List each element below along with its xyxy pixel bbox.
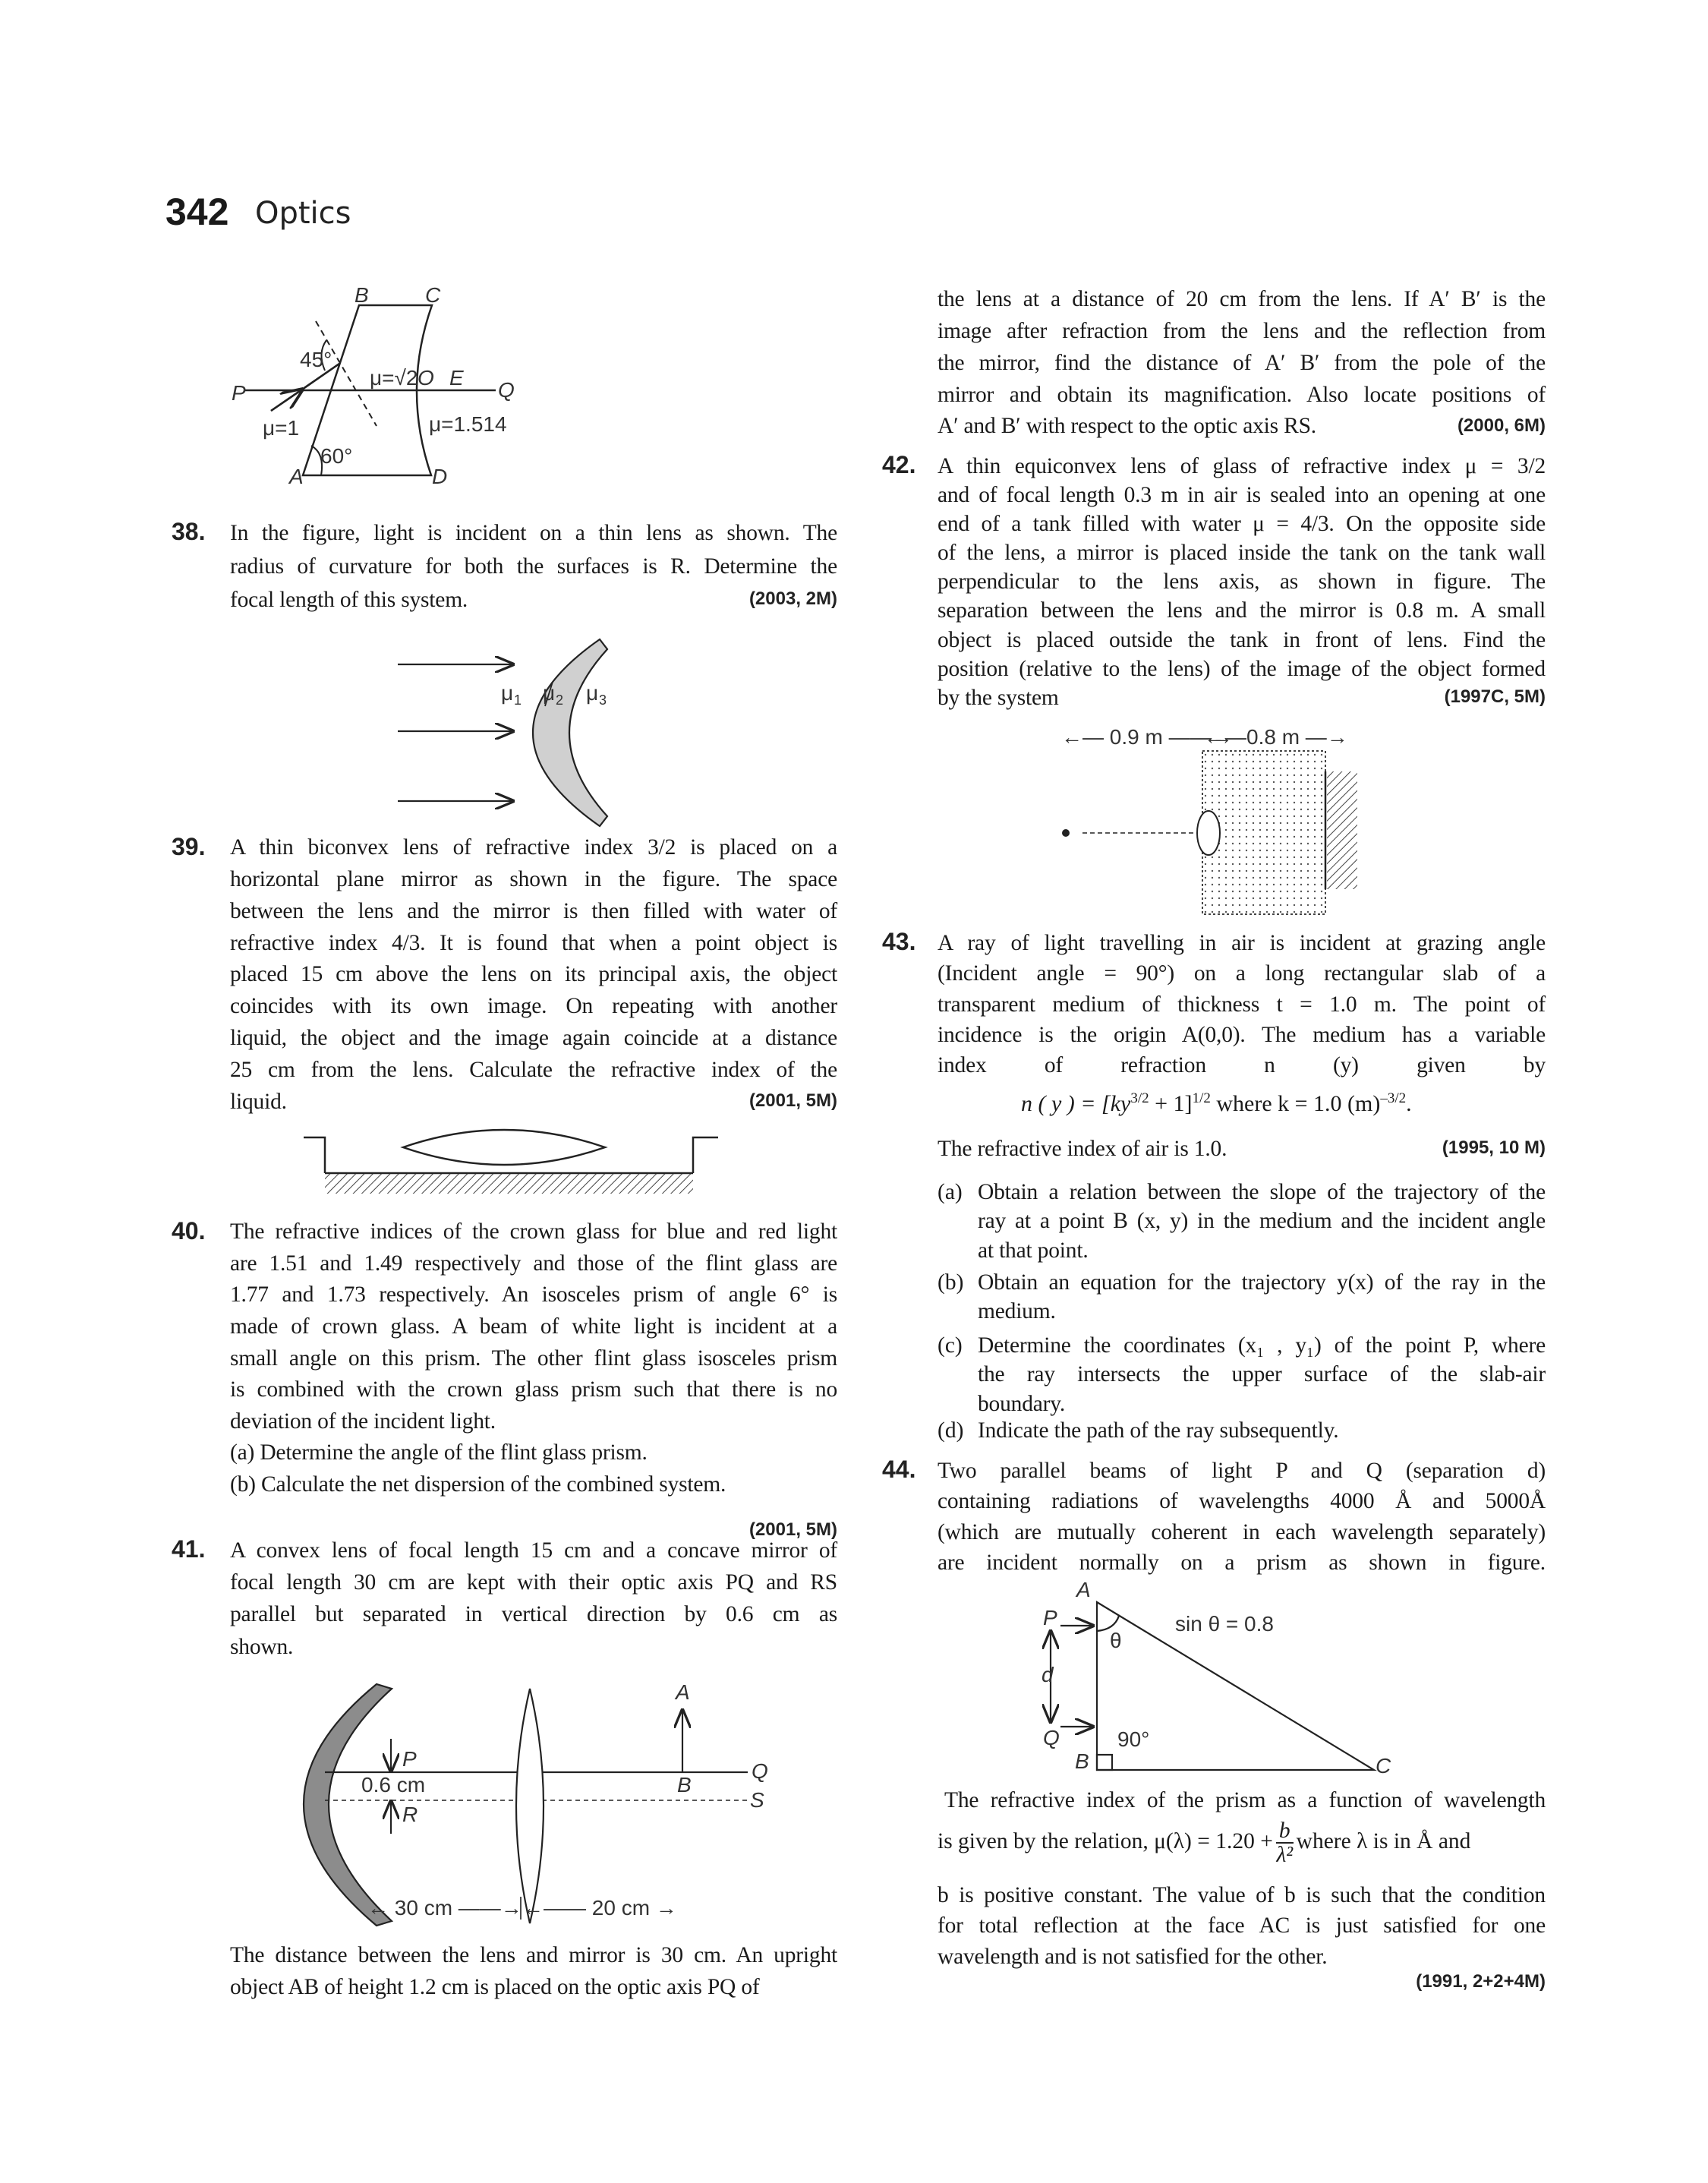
label-theta: θ (1110, 1629, 1122, 1652)
text-line: liquid. (230, 1089, 287, 1114)
part-label: (c) (938, 1333, 963, 1358)
lens-mirror-labels (361, 1680, 768, 1920)
object-point (1063, 830, 1069, 836)
text-line: and of focal length 0.3 m in air is sealed into an opening at one (938, 483, 1546, 508)
label-sin-theta: sin θ = 0.8 (1175, 1612, 1274, 1636)
text-line: between the lens and the mirror is then filled with water of (230, 898, 837, 923)
formula-part: where k = 1.0 (m) (1210, 1091, 1381, 1116)
text-line: object AB of height 1.2 cm is placed on the optic axis PQ of (230, 1975, 760, 2000)
label-mu1: μ (501, 681, 514, 705)
label-a: A (289, 465, 304, 488)
label-b: B (1075, 1749, 1089, 1773)
text-line: radius of curvature for both the surfaces is R. Determine the (230, 554, 837, 579)
formula-pre: is given by the relation, μ(λ) = 1.20 + (938, 1828, 1273, 1853)
tank-figure (1063, 751, 1357, 914)
prism-lens-figure (245, 305, 496, 475)
label-90: 90° (1117, 1727, 1150, 1751)
text-line: A thin biconvex lens of refractive index 3/2 is placed on a (230, 835, 837, 860)
formula-exponent: –3/2 (1380, 1090, 1407, 1106)
label-mu2-sub: 2 (556, 692, 564, 708)
text-line: (Incident angle = 90°) on a long rectangular slab of a (938, 961, 1546, 986)
text-line: parallel but separated in vertical direction by 0.6 cm as (230, 1602, 837, 1627)
convex-lens (516, 1689, 544, 1923)
label-30cm: ← 30 cm ——→ (367, 1896, 522, 1920)
text-line: by the system (938, 685, 1059, 710)
text-line: (which are mutually coherent in each wavelength separately) (938, 1519, 1546, 1544)
water-tank (1202, 751, 1325, 914)
concave-mirror (304, 1684, 392, 1926)
text-line: The refractive indices of the crown glass for blue and red light (230, 1219, 837, 1244)
label-mu-prism: μ=√2 (370, 366, 418, 390)
label-s: S (750, 1788, 764, 1812)
biconvex-lens (403, 1130, 605, 1165)
text-line: incidence is the origin A(0,0). The medium has a variable (938, 1023, 1546, 1047)
text-line: 25 cm from the lens. Calculate the refractive index of the (230, 1057, 837, 1082)
label-r: R (402, 1803, 418, 1826)
part-text-line: boundary. (978, 1391, 1066, 1416)
label-separation: 0.6 cm (361, 1773, 426, 1797)
label-d: d (1042, 1663, 1054, 1686)
text-line: of the lens, a mirror is placed inside the tank on the tank wall (938, 541, 1546, 566)
text-line: Two parallel beams of light P and Q (separation d) (938, 1458, 1546, 1483)
question-number: 39. (172, 833, 206, 860)
question-number: 42. (882, 451, 916, 478)
label-q: Q (498, 378, 515, 402)
label-b: B (677, 1773, 692, 1797)
text-line: placed 15 cm above the lens on its principal axis, the object (230, 962, 837, 987)
text-line: A′ and B′ with respect to the optic axis RS. (938, 414, 1316, 439)
label-q: Q (752, 1759, 768, 1783)
text-line: is combined with the crown glass prism such that there is no (230, 1377, 837, 1402)
text-line: The refractive index of air is 1.0. (938, 1137, 1227, 1161)
text-line: perpendicular to the lens axis, as shown in figure. The (938, 569, 1546, 595)
prism44-labels (1042, 1578, 1391, 1778)
formula-part: n ( y ) = [ky (1021, 1091, 1131, 1116)
text-line: object is placed outside the tank in front of lens. Find the (938, 627, 1546, 652)
label-a: A (1076, 1578, 1091, 1601)
formula-part: + 1] (1149, 1091, 1193, 1116)
part-text-line: Obtain a relation between the slope of the trajectory of the (978, 1179, 1546, 1204)
question-number: 43. (882, 928, 916, 955)
label-mu2: μ (543, 681, 556, 705)
text-line: A ray of light travelling in air is incident at grazing angle (938, 930, 1546, 955)
text-line: In the figure, light is incident on a thin lens as shown. The (230, 521, 837, 545)
text-line: refractive index 4/3. It is found that when a point object is (230, 930, 837, 955)
label-angle-60: 60° (320, 444, 353, 468)
text-line: liquid, the object and the image again coincide at a distance (230, 1025, 837, 1050)
year-marks: (1995, 10 M) (1442, 1137, 1546, 1158)
question-number: 41. (172, 1535, 206, 1563)
text-line: shown. (230, 1634, 294, 1659)
year-marks: (1997C, 5M) (1444, 686, 1546, 707)
label-mu-lens: μ=1.514 (429, 412, 507, 436)
text-line: deviation of the incident light. (230, 1409, 496, 1434)
part-text-line: Indicate the path of the ray subsequently. (978, 1418, 1339, 1443)
part-label: (b) (938, 1270, 964, 1295)
label-c: C (425, 283, 441, 307)
text-line: the lens at a distance of 20 cm from the lens. If A′ B′ is the (938, 287, 1546, 312)
text-line: 1.77 and 1.73 respectively. An isosceles prism of angle 6° is (230, 1282, 837, 1308)
year-marks: (1991, 2+2+4M) (1416, 1971, 1546, 1992)
label-e: E (449, 366, 464, 390)
question-number: 38. (172, 518, 206, 545)
part-label: (a) (938, 1179, 963, 1204)
label-20cm: ←—— 20 cm → (522, 1896, 677, 1920)
year-marks: (2001, 5M) (748, 1090, 837, 1112)
lens (1197, 811, 1220, 855)
label-o: O (418, 366, 434, 390)
lens-mirror-figure (304, 1684, 748, 1926)
text-line: The distance between the lens and mirror is 30 cm. An upright (230, 1942, 837, 1967)
text-line: focal length 30 cm are kept with their optic axis PQ and RS (230, 1570, 837, 1595)
meniscus-lens (533, 639, 607, 826)
text-line: for total reflection at the face AC is just satisfied for one (938, 1913, 1546, 1938)
part-text-line: Obtain an equation for the trajectory y(x) of the ray in the (978, 1270, 1546, 1295)
text-line: position (relative to the lens) of the image of the object formed (938, 656, 1546, 681)
part-text-line: at that point. (978, 1238, 1089, 1263)
text-line: A convex lens of focal length 15 cm and a concave mirror of (230, 1538, 837, 1563)
label-b: B (355, 283, 369, 307)
label-0-8m: ←—0.8 m —→ (1204, 725, 1348, 749)
label-mu-air: μ=1 (263, 416, 300, 440)
text-line: index of refraction n (y) given by (938, 1053, 1546, 1078)
label-p: P (232, 381, 246, 405)
meniscus-labels (501, 681, 607, 708)
text-line: (b) Calculate the net dispersion of the combined system. (230, 1472, 726, 1497)
year-marks: (2001, 5M) (748, 1519, 837, 1541)
question-number: 44. (882, 1456, 916, 1483)
label-q: Q (1043, 1726, 1060, 1749)
label-c: C (1376, 1754, 1391, 1778)
question-number: 40. (172, 1217, 206, 1244)
fraction-numerator: b (1276, 1819, 1294, 1844)
label-mu1-sub: 1 (514, 692, 522, 708)
meniscus-figure (398, 639, 607, 826)
text-line: The refractive index of the prism as a function of wavelength (944, 1788, 1546, 1812)
prism-figure-labels (232, 283, 515, 488)
text-line: image after refraction from the lens and the reflection from (938, 318, 1546, 343)
label-mu3: μ (586, 681, 599, 705)
year-marks: (2000, 6M) (1457, 415, 1546, 437)
label-mu3-sub: 3 (599, 692, 607, 708)
label-p: P (1043, 1606, 1057, 1629)
part-text-line: medium. (978, 1299, 1056, 1324)
label-p: P (402, 1747, 417, 1771)
text-line: A thin equiconvex lens of glass of refractive index μ = 3/2 (938, 453, 1546, 478)
text-line: mirror and obtain its magnification. Also locate positions of (938, 382, 1546, 407)
formula-exponent: 3/2 (1130, 1090, 1149, 1106)
text-line: b is positive constant. The value of b is such that the condition (938, 1883, 1546, 1907)
text-line: the mirror, find the distance of A′ B′ from the pole of the (938, 350, 1546, 375)
label-d: D (432, 465, 448, 488)
fraction-denominator: λ² (1276, 1843, 1294, 1867)
part-text-line: the ray intersects the upper surface of the slab-air (978, 1362, 1546, 1387)
text-line: (a) Determine the angle of the flint glass prism. (230, 1440, 648, 1465)
text-line: made of crown glass. A beam of white light is incident at a (230, 1314, 837, 1339)
year-marks: (2003, 2M) (748, 588, 837, 609)
chapter-title: Optics (255, 196, 351, 231)
text-line: horizontal plane mirror as shown in the figure. The space (230, 866, 837, 891)
text-line: small angle on this prism. The other flint glass isosceles prism (230, 1345, 837, 1371)
label-angle-45: 45° (300, 348, 332, 371)
text-line: wavelength and is not satisfied for the other. (938, 1945, 1328, 1969)
label-a: A (676, 1680, 690, 1704)
text-line: are 1.51 and 1.49 respectively and those of the flint glass are (230, 1251, 837, 1276)
part-label: (d) (938, 1418, 964, 1443)
tank-labels (1061, 725, 1348, 749)
formula-exponent: 1/2 (1192, 1090, 1211, 1106)
formula-part: . (1406, 1091, 1412, 1116)
page-number: 342 (165, 191, 229, 233)
text-line: coincides with its own image. On repeating with another (230, 994, 837, 1019)
text-line: separation between the lens and the mirror is 0.8 m. A small (938, 598, 1546, 623)
part-text-line: Determine the coordinates (x₁ , y₁) of the point P, where (978, 1333, 1546, 1358)
text-line: containing radiations of wavelengths 4000 Å and 5000Å (938, 1489, 1546, 1514)
part-text-line: ray at a point B (x, y) in the medium and the incident angle (978, 1209, 1546, 1234)
label-0-9m: ←— 0.9 m ——→ (1061, 725, 1233, 749)
formula-post: where λ is in Å and (1296, 1828, 1471, 1853)
text-line: focal length of this system. (230, 588, 468, 612)
text-line: transparent medium of thickness t = 1.0 m. The point of (938, 992, 1546, 1017)
text-line: end of a tank filled with water μ = 4/3. On the opposite side (938, 512, 1546, 537)
plane-mirror-hatch (325, 1173, 693, 1194)
text-line: are incident normally on a prism as shown in figure. (938, 1550, 1546, 1575)
lens-on-mirror-figure (304, 1130, 718, 1194)
